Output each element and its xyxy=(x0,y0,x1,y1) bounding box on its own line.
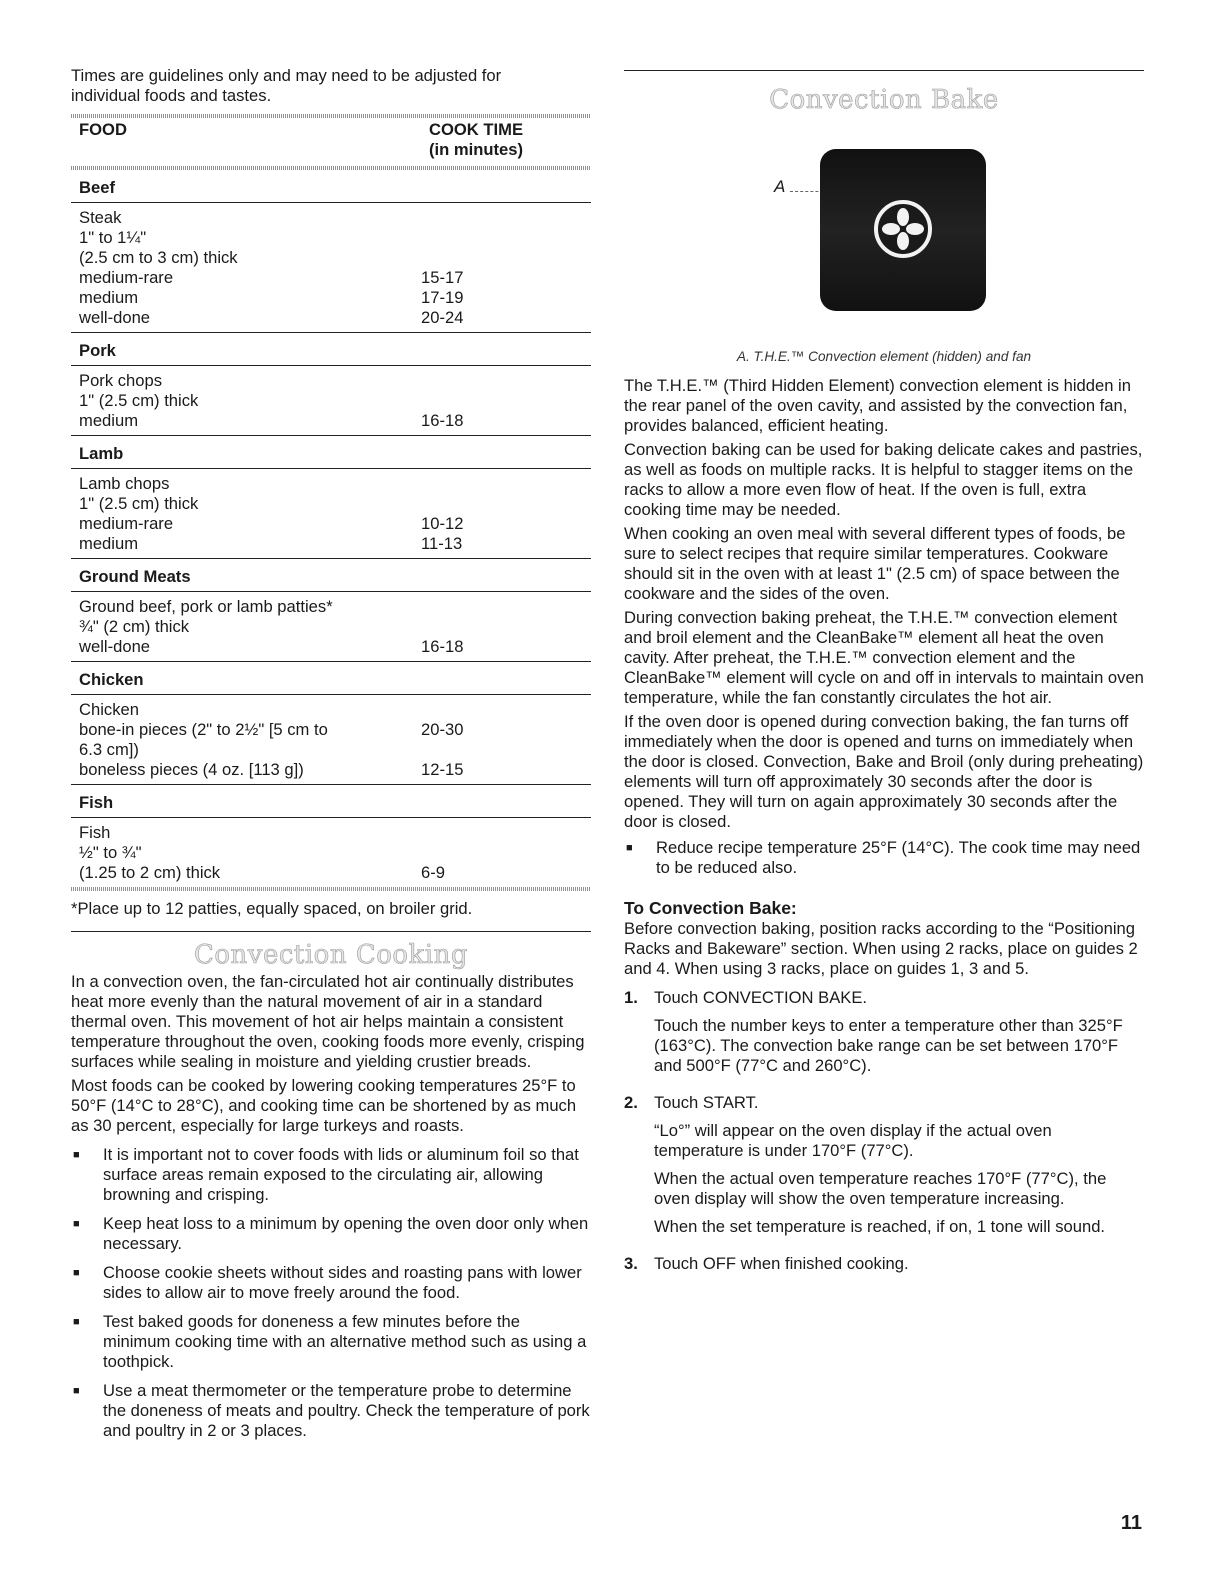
step-number: 2. xyxy=(624,1093,638,1112)
category-rows xyxy=(71,469,591,558)
time-cell xyxy=(421,228,561,248)
step-line: “Lo°” will appear on the oven display if the actual oven temperature is under 170°F (77°C). xyxy=(654,1121,1052,1160)
header-food: FOOD xyxy=(79,120,127,139)
food-cell: Chicken xyxy=(79,700,139,719)
food-cell: 1" to 1¼" xyxy=(79,228,147,247)
food-cell: medium xyxy=(79,534,139,553)
table-row xyxy=(71,228,591,248)
table-row xyxy=(71,391,591,411)
convection-cooking-p1: In a convection oven, the fan-circulated hot air continually distributes heat more evenly than the natural movement of air in a standard thermal oven. This movement of hot air helps maintain a consistent temperature throughout the oven, cooking foods more evenly, crisping surfaces while sealing in moisture and yielding crustier breads. xyxy=(71,972,585,1071)
category-rows xyxy=(71,818,591,887)
table-row xyxy=(71,248,591,268)
food-cell: Lamb chops xyxy=(79,474,170,493)
time-cell xyxy=(421,843,561,863)
convection-bake-paragraphs xyxy=(624,376,1144,832)
time-cell xyxy=(421,371,561,391)
time-cell: 11-13 xyxy=(421,534,463,553)
table-row xyxy=(71,494,591,514)
table-header xyxy=(71,118,591,162)
food-cell: medium-rare xyxy=(79,514,174,533)
step-item xyxy=(624,1254,1144,1282)
convection-cooking-bullets xyxy=(71,1145,591,1441)
food-cell: ½" to ¾" xyxy=(79,843,142,862)
to-convection-bake-heading: To Convection Bake: xyxy=(624,898,797,918)
paragraph: During convection baking preheat, the T.H.E.™ convection element and broil element and the CleanBake™ element all heat the oven cavity. After preheat, the T.H.E.™ convection element and the CleanBake™ element will cycle on and off in intervals to maintain oven temperature, while the fan constantly circulates the hot air. xyxy=(624,608,1144,707)
category-ground-meats: Ground Meats xyxy=(79,567,191,586)
page-number: 11 xyxy=(1120,1512,1142,1534)
food-cell: ¾" (2 cm) thick xyxy=(79,617,190,636)
table-row xyxy=(71,371,591,391)
table-row xyxy=(71,823,591,843)
table-footnote: *Place up to 12 patties, equally spaced, on broiler grid. xyxy=(71,899,473,918)
step-line: Touch CONVECTION BAKE. xyxy=(654,988,868,1007)
table-row xyxy=(71,700,591,720)
food-cell: medium xyxy=(79,288,139,307)
bullet-square-icon: ■ xyxy=(73,1316,80,1328)
step-item xyxy=(624,1093,1144,1245)
convection-bake-steps xyxy=(624,988,1144,1282)
time-cell xyxy=(421,597,561,617)
figure-caption: A. T.H.E.™ Convection element (hidden) and fan xyxy=(736,349,1032,364)
step-body xyxy=(654,1093,1144,1245)
time-cell xyxy=(421,248,561,268)
time-cell: 10-12 xyxy=(421,514,464,533)
table-row xyxy=(71,637,591,657)
step-line: When the set temperature is reached, if on, 1 tone will sound. xyxy=(654,1217,1106,1236)
convection-bake-title: Convection Bake xyxy=(769,85,999,115)
bullet-text: Choose cookie sheets without sides and roasting pans with lower sides to allow air to move freely around the food. xyxy=(103,1263,582,1302)
list-item xyxy=(71,1381,591,1441)
category-rows xyxy=(71,203,591,332)
table-row xyxy=(71,740,591,760)
step-line: Touch the number keys to enter a temperature other than 325°F (163°C). The convection bake range can be set between 170°F and 500°F (77°C and 260°C). xyxy=(654,1016,1123,1075)
time-cell: 16-18 xyxy=(421,411,464,430)
food-cell: 6.3 cm]) xyxy=(79,740,139,759)
list-item xyxy=(71,1145,591,1205)
food-cell: well-done xyxy=(79,308,151,327)
paragraph: When cooking an oven meal with several different types of foods, be sure to select recipes that require similar temperatures. Cookware should sit in the oven with at least 1" (2.5 cm) of space between the cookware and the sides of the oven. xyxy=(624,524,1126,603)
step-line: Touch START. xyxy=(654,1093,759,1112)
food-cell: Fish xyxy=(79,823,111,842)
step-item xyxy=(624,988,1144,1084)
table-row xyxy=(71,288,591,308)
table-row xyxy=(71,534,591,554)
time-cell: 15-17 xyxy=(421,268,464,287)
time-cell: 6-9 xyxy=(421,863,445,882)
right-top-rule xyxy=(624,70,1144,71)
bullet-square-icon: ■ xyxy=(73,1385,80,1397)
bullet-square-icon: ■ xyxy=(73,1267,80,1279)
bullet-text: Test baked goods for doneness a few minutes before the minimum cooking time with an alternative method such as using a toothpick. xyxy=(103,1312,587,1371)
category-pork: Pork xyxy=(79,341,116,360)
convection-cooking-title: Convection Cooking xyxy=(193,940,468,970)
food-cell: medium-rare xyxy=(79,268,174,287)
bullet-text: It is important not to cover foods with lids or aluminum foil so that surface areas remain exposed to the circulating air, allowing browning and crisping. xyxy=(103,1145,579,1204)
category-end-rule xyxy=(71,435,591,436)
figure-label: A xyxy=(774,177,786,196)
step-body xyxy=(654,1254,1144,1282)
category-end-rule xyxy=(71,661,591,662)
time-cell xyxy=(421,474,561,494)
step-number: 3. xyxy=(624,1254,638,1273)
paragraph: If the oven door is opened during convection baking, the fan turns off immediately when the door is opened and turns on immediately when the door is closed. Convection, Bake and Broil (only during preheating) elements will turn off approximately 30 seconds after the door is opened. They will turn on again approximately 30 seconds after the door is closed. xyxy=(624,712,1144,831)
table-body xyxy=(71,174,591,887)
category-end-rule xyxy=(71,332,591,333)
paragraph: The T.H.E.™ (Third Hidden Element) convection element is hidden in the rear panel of the oven cavity, and assisted by the convection fan, provides balanced, efficient heating. xyxy=(624,376,1131,435)
bullet-text: Keep heat loss to a minimum by opening the oven door only when necessary. xyxy=(103,1214,589,1253)
howto-intro: Before convection baking, position racks according to the “Positioning Racks and Bakeware” section. When using 2 racks, place on guides 2 and 4. When using 3 racks, place on guides 1, 3 and 5. xyxy=(624,919,1138,978)
category-beef: Beef xyxy=(79,178,115,197)
category-rows xyxy=(71,592,591,661)
convection-cooking-p2: Most foods can be cooked by lowering cooking temperatures 25°F to 50°F (14°C to 28°C), and cooking time can be shortened by as much as 30 percent, especially for large turkeys and roasts. xyxy=(71,1076,577,1135)
time-cell: 17-19 xyxy=(421,288,464,307)
step-line: When the actual oven temperature reaches 170°F (77°C), the oven display will show the oven temperature increasing. xyxy=(654,1169,1107,1208)
category-rows xyxy=(71,366,591,435)
time-cell xyxy=(421,208,561,228)
food-cell: Ground beef, pork or lamb patties* xyxy=(79,597,333,616)
time-cell: 12-15 xyxy=(421,760,464,779)
table-row xyxy=(71,411,591,431)
list-item xyxy=(71,1263,591,1303)
food-cell: medium xyxy=(79,411,139,430)
table-row xyxy=(71,863,591,883)
time-cell xyxy=(421,740,561,760)
time-cell: 20-30 xyxy=(421,720,464,739)
bullet-square-icon: ■ xyxy=(73,1218,80,1230)
table-row xyxy=(71,617,591,637)
food-cell: boneless pieces (4 oz. [113 g]) xyxy=(79,760,304,779)
paragraph: Convection baking can be used for baking delicate cakes and pastries, as well as foods on multiple racks. It is helpful to stagger items on the racks to allow a more even flow of heat. If the oven is full, extra cooking time may be needed. xyxy=(624,440,1143,519)
category-fish: Fish xyxy=(79,793,114,812)
category-end-rule xyxy=(71,784,591,785)
time-cell: 16-18 xyxy=(421,637,464,656)
food-cell: 1" (2.5 cm) thick xyxy=(79,494,199,513)
table-row xyxy=(71,597,591,617)
table-bottom-rule xyxy=(71,887,591,891)
list-item xyxy=(71,1214,591,1254)
table-top-rule xyxy=(71,114,591,118)
header-cook-time: COOK TIME (in minutes) xyxy=(429,120,524,159)
fan-icon xyxy=(873,199,933,264)
time-cell xyxy=(421,823,561,843)
table-row xyxy=(71,514,591,534)
category-rows xyxy=(71,695,591,784)
time-cell: 20-24 xyxy=(421,308,464,327)
step-line: Touch OFF when finished cooking. xyxy=(654,1254,909,1273)
left-column xyxy=(71,66,591,1441)
table-header-rule xyxy=(71,166,591,170)
convection-figure xyxy=(624,119,1144,289)
time-cell xyxy=(421,391,561,411)
right-column xyxy=(624,70,1144,1282)
table-row xyxy=(71,208,591,228)
food-cell: (2.5 cm to 3 cm) thick xyxy=(79,248,238,267)
food-cell: Steak xyxy=(79,208,122,227)
table-row xyxy=(71,268,591,288)
time-cell xyxy=(421,700,561,720)
bullet-square-icon: ■ xyxy=(73,1149,80,1161)
food-cell: 1" (2.5 cm) thick xyxy=(79,391,199,410)
step-body xyxy=(654,988,1144,1084)
table-row xyxy=(71,843,591,863)
section-divider xyxy=(71,931,591,932)
category-end-rule xyxy=(71,558,591,559)
table-row xyxy=(71,760,591,780)
food-cell: Pork chops xyxy=(79,371,163,390)
bullet-square-icon: ■ xyxy=(626,842,633,854)
category-chicken: Chicken xyxy=(79,670,144,689)
intro-text: Times are guidelines only and may need to be adjusted for individual foods and tastes. xyxy=(71,66,502,105)
step-number: 1. xyxy=(624,988,638,1007)
time-cell xyxy=(421,494,561,514)
food-cell: well-done xyxy=(79,637,151,656)
food-cell: (1.25 to 2 cm) thick xyxy=(79,863,221,882)
bullet-text: Use a meat thermometer or the temperature probe to determine the doneness of meats and poultry. Check the temperature of pork and poultry in 2 or 3 places. xyxy=(103,1381,590,1440)
food-cell: bone-in pieces (2" to 2½" [5 cm to xyxy=(79,720,328,739)
table-row xyxy=(71,474,591,494)
time-cell xyxy=(421,617,561,637)
list-item xyxy=(71,1312,591,1372)
convection-bake-bullet: ■ Reduce recipe temperature 25°F (14°C). The cook time may need to be reduced also. xyxy=(626,838,1141,877)
table-row xyxy=(71,720,591,740)
table-row xyxy=(71,308,591,328)
category-lamb: Lamb xyxy=(79,444,124,463)
